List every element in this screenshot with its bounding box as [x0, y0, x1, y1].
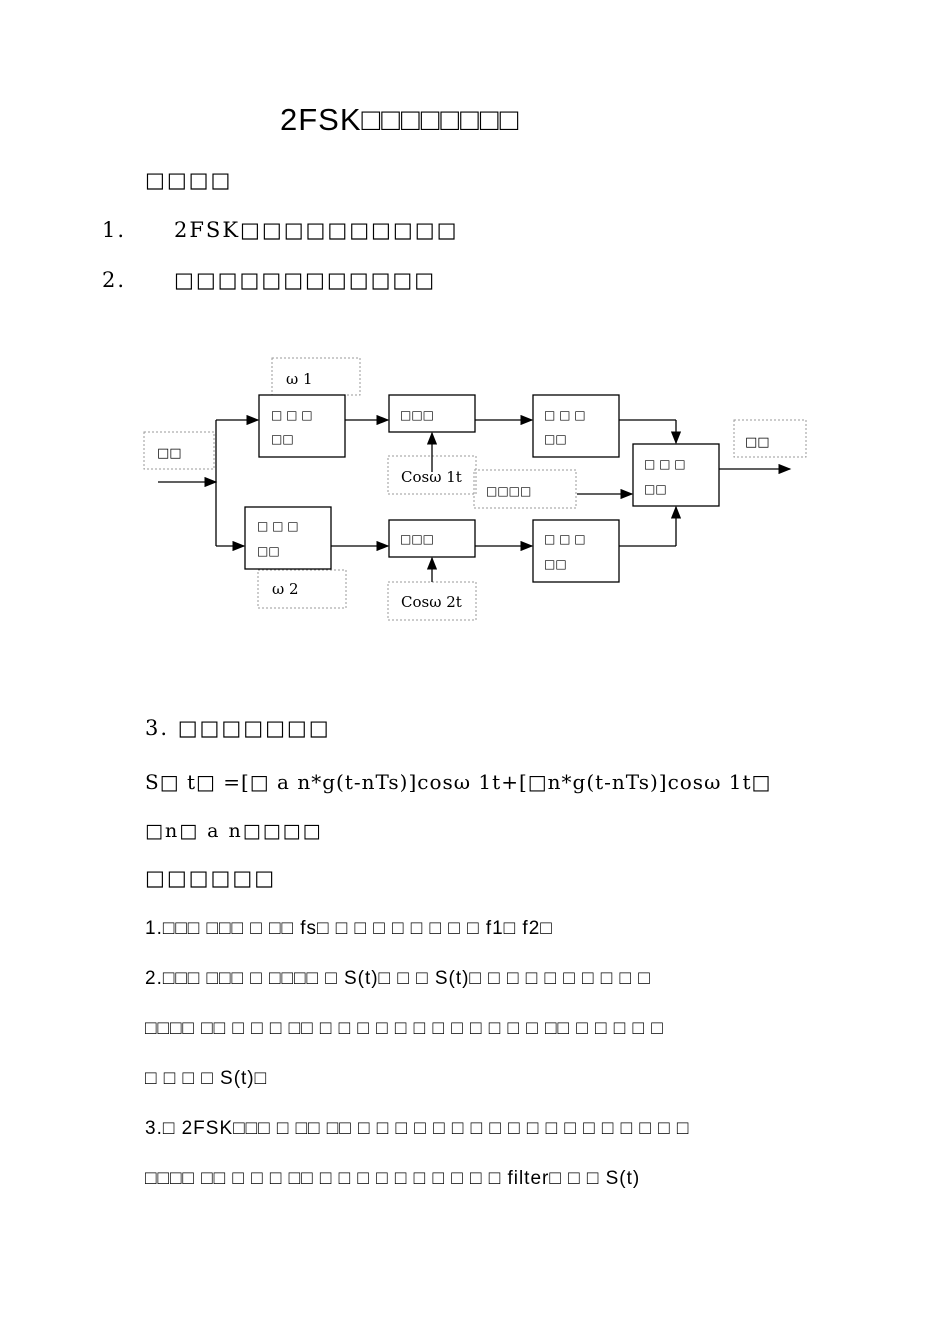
bpf2-label-line1: □ □ □ — [257, 519, 299, 533]
design-line-2: 2.□□□ □□□ □ □□□□ □ S(t)□ □ □ S(t)□ □ □ □ □ □ □ □ □ □ — [145, 968, 651, 989]
sampling-decision — [633, 444, 719, 506]
cos-top-label: Cosω 1t — [401, 468, 462, 486]
design-line-5: 3.□ 2FSK□□□ □ □□ □□ □ □ □ □ □ □ □ □ □ □ □ □ □ □ □ □ □ □ — [145, 1118, 690, 1139]
lpf1-label-line1: □ □ □ — [544, 408, 586, 422]
lpf1-label-line2: □□ — [544, 432, 567, 446]
section3-heading: 3. □□□□□□□ — [145, 716, 331, 740]
design-line-6: □□□□ □□ □ □ □ □□ □ □ □ □ □ □ □ □ □ □ filter□ □ □ S(t) — [145, 1168, 641, 1189]
design-line-4: □ □ □ □ S(t)□ — [145, 1068, 268, 1089]
intro-heading: □□□□ — [145, 168, 233, 192]
decision-label-line1: □ □ □ — [644, 457, 686, 471]
design-heading: □□□□□□ — [145, 866, 277, 890]
page-title: 2FSK□□□□□□□□ — [280, 102, 520, 137]
omega1-label: ω 1 — [286, 370, 313, 388]
lowpass-filter-2 — [533, 520, 619, 582]
list-item-1-number: 1. — [102, 218, 127, 242]
bpf2-label-line2: □□ — [257, 544, 280, 558]
list-item-2-number: 2. — [102, 268, 127, 292]
multiplier2-label: □□□ — [400, 532, 435, 546]
fsk-demodulator-diagram — [130, 350, 820, 630]
lpf2-label-line2: □□ — [544, 557, 567, 571]
bpf1-label-line2: □□ — [271, 432, 294, 446]
lowpass-filter-1 — [533, 395, 619, 457]
sampling-pulse-label: □□□□ — [486, 484, 532, 498]
omega2-label: ω 2 — [272, 580, 299, 598]
output-label: □□ — [745, 435, 770, 450]
list-item-2-text: □□□□□□□□□□□□ — [174, 268, 437, 292]
input-label: □□ — [157, 446, 182, 461]
lpf2-label-line1: □ □ □ — [544, 532, 586, 546]
design-line-3: □□□□ □□ □ □ □ □□ □ □ □ □ □ □ □ □ □ □ □ □ □□ □ □ □ □ □ — [145, 1018, 664, 1039]
multiplier1-label: □□□ — [400, 408, 435, 422]
list-item-1-text: 2FSK□□□□□□□□□□ — [174, 218, 459, 242]
bandpass-filter-1 — [259, 395, 345, 457]
design-line-1: 1.□□□ □□□ □ □□ fs□ □ □ □ □ □ □ □ □ f1□ f2□ — [145, 918, 553, 939]
cos-bottom-label: Cosω 2t — [401, 593, 462, 611]
decision-label-line2: □□ — [644, 482, 667, 496]
bandpass-filter-2 — [245, 507, 331, 569]
formula-note: □n□ a n□□□□ — [145, 820, 323, 842]
formula: S□ t□ =[□ a n*g(t-nTs)]cosω 1t+[□n*g(t-nTs)]cosω 1t□ — [145, 770, 772, 794]
bpf1-label-line1: □ □ □ — [271, 408, 313, 422]
